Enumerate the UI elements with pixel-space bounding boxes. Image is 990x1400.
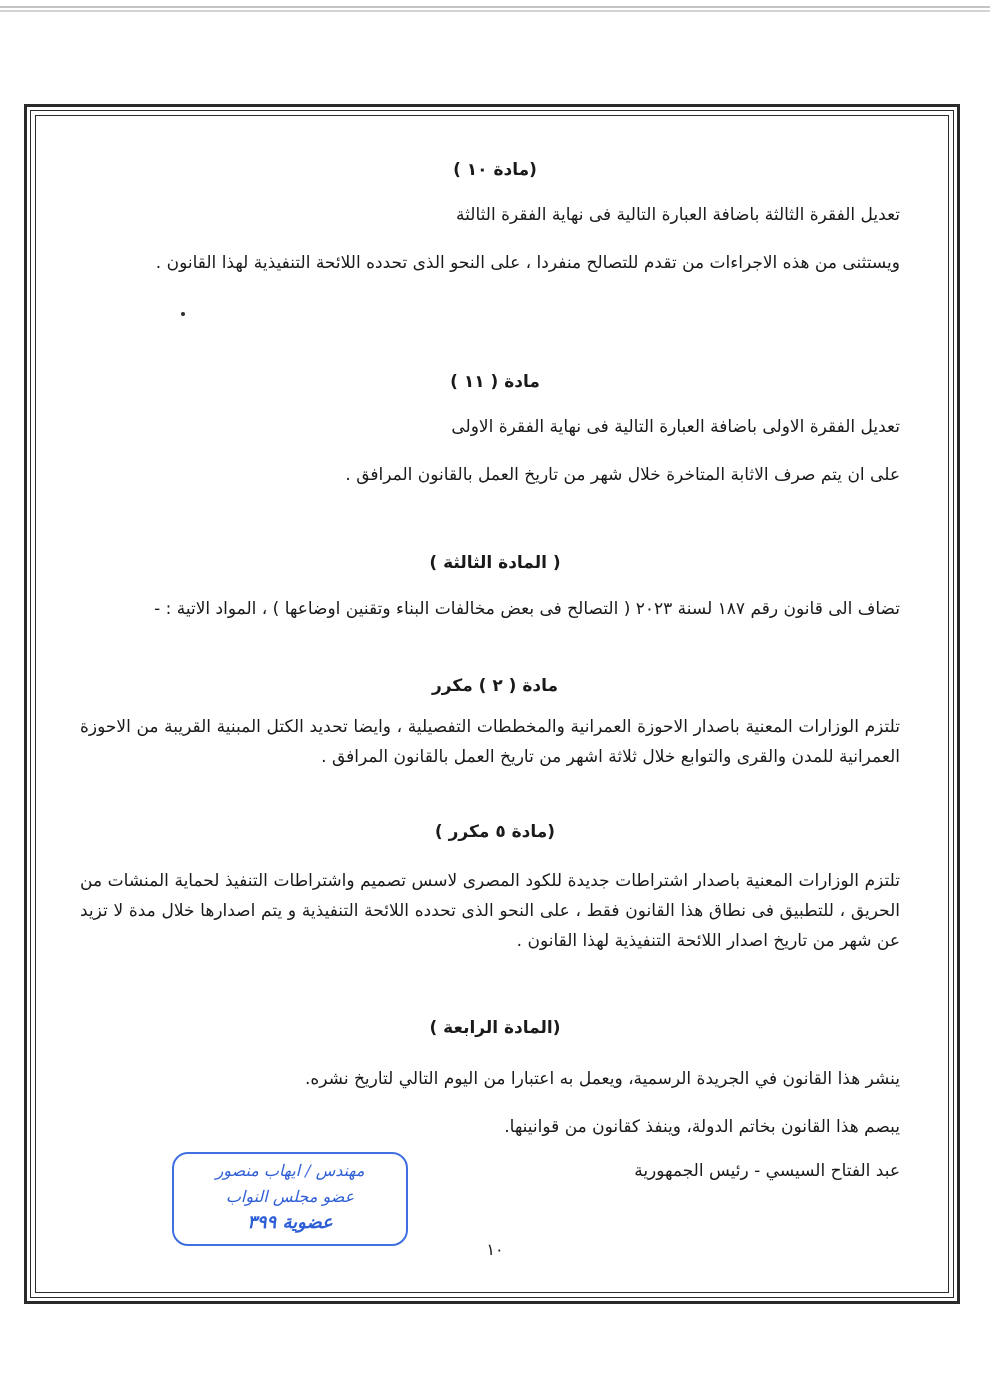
page-number: ١٠ [486,1240,504,1259]
president-signature-line: عبد الفتاح السيسي - رئيس الجمهورية [634,1161,900,1181]
article-10-line1: تعديل الفقرة الثالثة باضافة العبارة التالية فى نهاية الفقرة الثالثة [456,205,900,225]
third-article-heading: ( المادة الثالثة ) [429,553,561,573]
article-11-heading: مادة ( ١١ ) [450,372,540,392]
article-11-line2: على ان يتم صرف الاثابة المتاخرة خلال شهر من تاريخ العمل بالقانون المرافق . [345,465,900,485]
stamp-membership: عضوية ٣٩٩ [247,1212,333,1233]
article-10-paragraph: ويستثنى من هذه الاجراءات من تقدم للتصالح منفردا ، على النحو الذى تحدده اللائحة التنفيذية لهذا القانون . [155,253,900,273]
article-5-bis-paragraph: تلتزم الوزارات المعنية باصدار اشتراطات جديدة للكود المصرى لاسس تصميم واشتراطات التنفيذ لحماية المنشات من الحريق ، للتطبيق فى نطاق هذا القانون فقط ، على النحو الذى تحدده اللائحة التنفيذية و يتم اصدارها خلال مدة لا تزيد عن شهر من تاريخ اصدار اللائحة التنفيذية لهذا القانون . [80,871,900,951]
article-2-bis-paragraph: تلتزم الوزارات المعنية باصدار الاحوزة العمرانية والمخططات التفصيلية ، وايضا تحديد الكتل المبنية القريبة من الاحوزة العمرانية للمدن والقرى والتوابع خلال ثلاثة اشهر من تاريخ العمل بالقانون المرافق . [80,717,900,767]
speck-mark [181,312,185,316]
fourth-article-line1: ينشر هذا القانون في الجريدة الرسمية، ويعمل به اعتبارا من اليوم التالي لتاريخ نشره. [304,1069,900,1089]
fourth-article-heading: (المادة الرابعة ) [429,1018,561,1038]
fourth-article-line2: يبصم هذا القانون بخاتم الدولة، وينفذ كقانون من قوانينها. [504,1117,900,1137]
article-11-line1: تعديل الفقرة الاولى باضافة العبارة التالية فى نهاية الفقرة الاولى [451,417,900,437]
article-2-bis-heading: مادة ( ٢ ) مكرر [431,676,559,696]
stamp-name: مهندس / ايهاب منصور [215,1161,365,1180]
scan-edge-lines [0,4,990,16]
parliament-member-stamp [172,1152,408,1246]
article-5-bis-heading: (مادة ٥ مكرر ) [434,822,556,842]
stamp-title: عضو مجلس النواب [225,1187,355,1206]
third-article-paragraph: تضاف الى قانون رقم ١٨٧ لسنة ٢٠٢٣ ( التصالح فى بعض مخالفات البناء وتقنين اوضاعها ) ، المواد الاتية : - [154,599,900,619]
article-10-heading: (مادة ١٠ ) [453,160,537,180]
